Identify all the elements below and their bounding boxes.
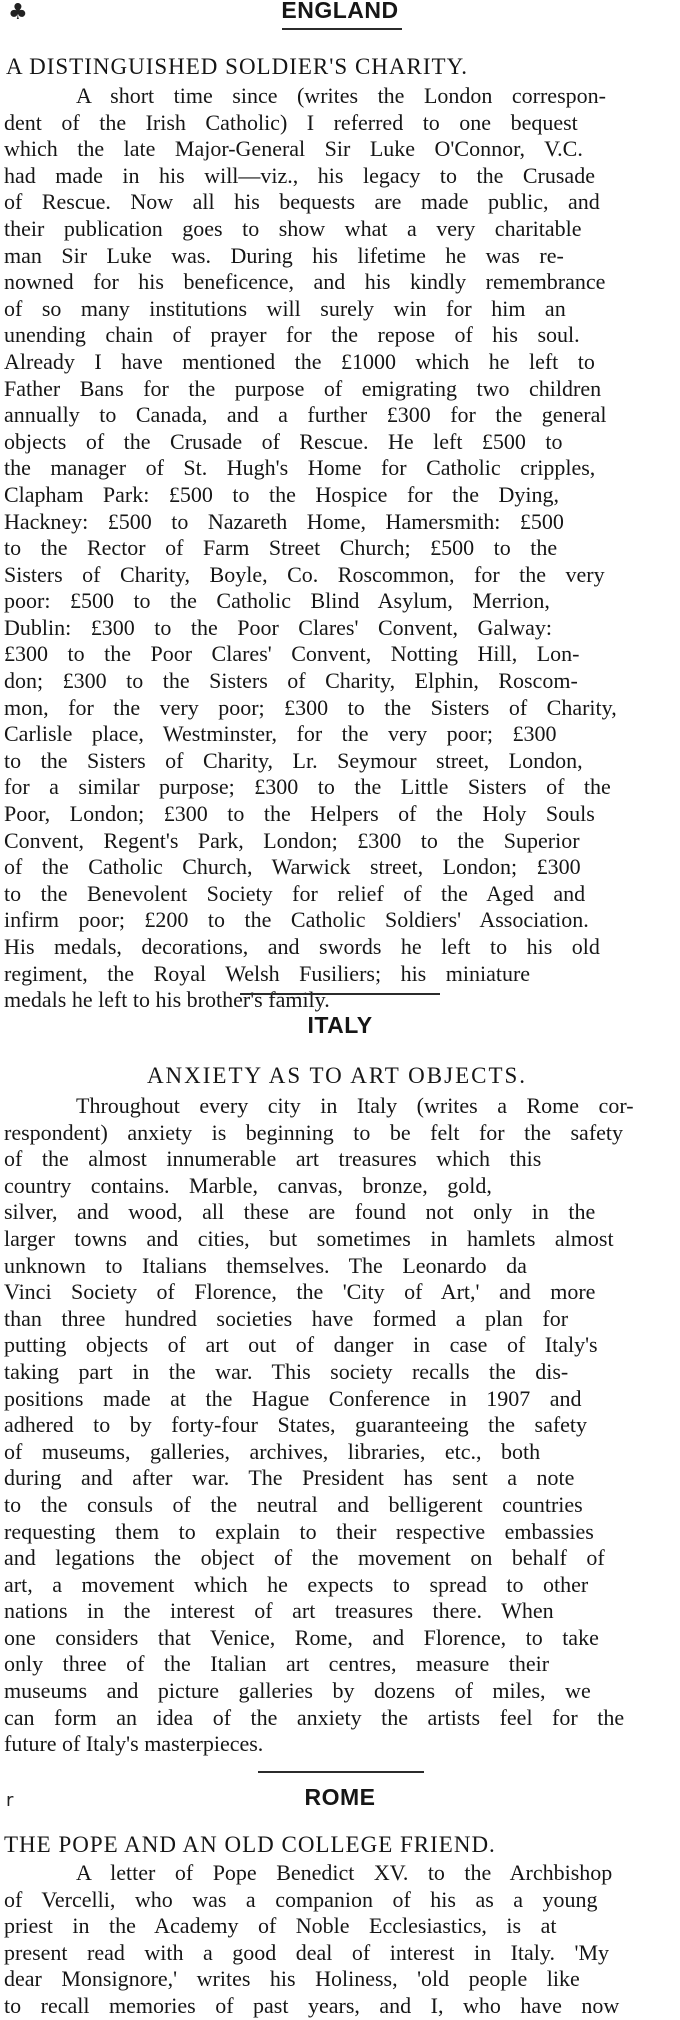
section-heading-rome: ROME xyxy=(304,1784,376,1810)
text-line: medals he left to his brother's family. xyxy=(4,987,330,1013)
text-line: £300 to the Poor Clares' Convent, Notting Hill, Lon- xyxy=(4,641,580,667)
text-line: one considers that Venice, Rome, and Florence, to take xyxy=(4,1624,599,1650)
text-line: can form an idea of the anxiety the artists feel for the xyxy=(4,1704,625,1730)
text-line: annually to Canada, and a further £300 for the general xyxy=(4,402,607,428)
text-line: Hackney: £500 to Nazareth Home, Hamersmith: £500 xyxy=(4,508,564,534)
article-title-art-objects: ANXIETY AS TO ART OBJECTS. xyxy=(146,1063,528,1088)
text-line: Throughout every city in Italy (writes a Rome cor- xyxy=(76,1093,634,1118)
article-body-art-objects xyxy=(4,1093,680,1758)
text-line: taking part in the war. This society recalls the dis- xyxy=(4,1358,569,1384)
text-line: dear Monsignore,' writes his Holiness, 'old people like xyxy=(4,1966,580,1992)
text-line: positions made at the Hague Conference in 1907 and xyxy=(4,1385,582,1411)
text-line: museums and picture galleries by dozens of miles, we xyxy=(4,1678,591,1704)
text-line: Dublin: £300 to the Poor Clares' Convent, Galway: xyxy=(4,614,553,640)
text-line: His medals, decorations, and swords he left to his old xyxy=(4,934,600,959)
text-line: objects of the Crusade of Rescue. He left £500 to xyxy=(4,428,563,454)
text-line: A letter of Pope Benedict XV. to the Archbishop xyxy=(76,1860,613,1885)
text-line: than three hundred societies have formed a plan for xyxy=(4,1305,569,1331)
text-line: nowned for his beneficence, and his kindly remembrance xyxy=(4,269,606,295)
text-line: poor: £500 to the Catholic Blind Asylum, Merrion, xyxy=(4,588,550,614)
text-line: and legations the object of the movement on behalf of xyxy=(4,1545,605,1571)
text-line: nations in the interest of art treasures there. When xyxy=(4,1598,554,1624)
text-line: to recall memories of past years, and I, who have now xyxy=(4,1992,620,2018)
text-line: during and after war. The President has sent a note xyxy=(4,1465,575,1491)
text-line: putting objects of art out of danger in case of Italy's xyxy=(4,1332,598,1358)
text-line: to the consuls of the neutral and belligerent countries xyxy=(4,1491,583,1517)
section-divider xyxy=(258,1771,424,1773)
text-line: priest in the Academy of Noble Ecclesiastics, is at xyxy=(4,1913,557,1939)
text-line: to the Rector of Farm Street Church; £500 to the xyxy=(4,535,558,561)
text-line: country contains. Marble, canvas, bronze, gold, xyxy=(4,1172,492,1198)
text-line: of the almost innumerable art treasures which this xyxy=(4,1146,542,1172)
text-line: of so many institutions will surely win for him an xyxy=(4,295,566,321)
text-line: the manager of St. Hugh's Home for Catholic cripples, xyxy=(4,455,596,481)
text-line: infirm poor; £200 to the Catholic Soldiers' Association. xyxy=(4,907,589,933)
article-body-pope-friend xyxy=(4,1860,680,2020)
text-line: unending chain of prayer for the repose of his soul. xyxy=(4,322,580,348)
text-line: A short time since (writes the London correspon- xyxy=(76,83,606,108)
text-line: Carlisle place, Westminster, for the very poor; £300 xyxy=(4,721,557,747)
text-line: regiment, the Royal Welsh Fusiliers; his miniature xyxy=(4,960,531,986)
text-line: Clapham Park: £500 to the Hospice for the Dying, xyxy=(4,481,559,507)
printers-ornament-icon: ♣ xyxy=(8,0,28,25)
text-line: Poor, London; £300 to the Helpers of the Holy Souls xyxy=(4,801,595,827)
text-line: requesting them to explain to their respective embassies xyxy=(4,1518,594,1544)
text-line: for a similar purpose; £300 to the Little Sisters of the xyxy=(4,774,611,800)
text-line: mon, for the very poor; £300 to the Sisters of Charity, xyxy=(4,694,617,720)
text-line: larger towns and cities, but sometimes in hamlets almost xyxy=(4,1225,614,1251)
text-line: Sisters of Charity, Boyle, Co. Roscommon, for the very xyxy=(4,561,605,587)
text-line: art, a movement which he expects to spread to other xyxy=(4,1571,589,1597)
text-line: had made in his will—viz., his legacy to the Crusade xyxy=(4,162,595,188)
heading-underline xyxy=(282,28,402,30)
text-line: Father Bans for the purpose of emigrating two children xyxy=(4,375,602,401)
text-line: don; £300 to the Sisters of Charity, Elphin, Roscom- xyxy=(4,668,578,694)
section-divider xyxy=(240,993,440,995)
text-line: present read with a good deal of interest in Italy. 'My xyxy=(4,1939,610,1965)
text-line: of Vercelli, who was a companion of his as a young xyxy=(4,1886,598,1912)
text-line: Convent, Regent's Park, London; £300 to the Superior xyxy=(4,827,580,853)
text-line: man Sir Luke was. During his lifetime he was re- xyxy=(4,242,564,268)
text-line: of museums, galleries, archives, libraries, etc., both xyxy=(4,1438,541,1464)
text-line: future of Italy's masterpieces. xyxy=(4,1731,264,1757)
article-title-soldiers-charity: A DISTINGUISHED SOLDIER'S CHARITY. xyxy=(6,54,468,79)
text-line: their publication goes to show what a very charitable xyxy=(4,215,582,241)
text-line: Already I have mentioned the £1000 which he left to xyxy=(4,348,595,374)
article-title-pope-friend: THE POPE AND AN OLD COLLEGE FRIEND. xyxy=(4,1832,496,1857)
article-body-soldiers-charity xyxy=(4,83,680,1014)
text-line: of the Catholic Church, Warwick street, London; £300 xyxy=(4,854,581,880)
text-line: which the late Major-General Sir Luke O'Connor, V.C. xyxy=(4,136,583,162)
text-line: dent of the Irish Catholic) I referred to one bequest xyxy=(4,109,578,135)
text-line: silver, and wood, all these are found not only in the xyxy=(4,1199,596,1225)
text-line: of Rescue. Now all his bequests are made public, and xyxy=(4,189,600,215)
text-line: adhered to by forty-four States, guaranteeing the safety xyxy=(4,1412,588,1438)
text-line: only three of the Italian art centres, measure their xyxy=(4,1651,550,1677)
text-line: to the Benevolent Society for relief of the Aged and xyxy=(4,880,586,906)
text-line: respondent) anxiety is beginning to be felt for the safety xyxy=(4,1119,624,1145)
section-heading-england: ENGLAND xyxy=(281,0,399,23)
printers-mark-icon: r xyxy=(6,1790,14,1811)
text-line: unknown to Italians themselves. The Leonardo da xyxy=(4,1252,527,1278)
section-heading-italy: ITALY xyxy=(307,1012,373,1038)
text-line: to the Sisters of Charity, Lr. Seymour street, London, xyxy=(4,747,583,773)
text-line: Vinci Society of Florence, the 'City of Art,' and more xyxy=(4,1279,596,1305)
